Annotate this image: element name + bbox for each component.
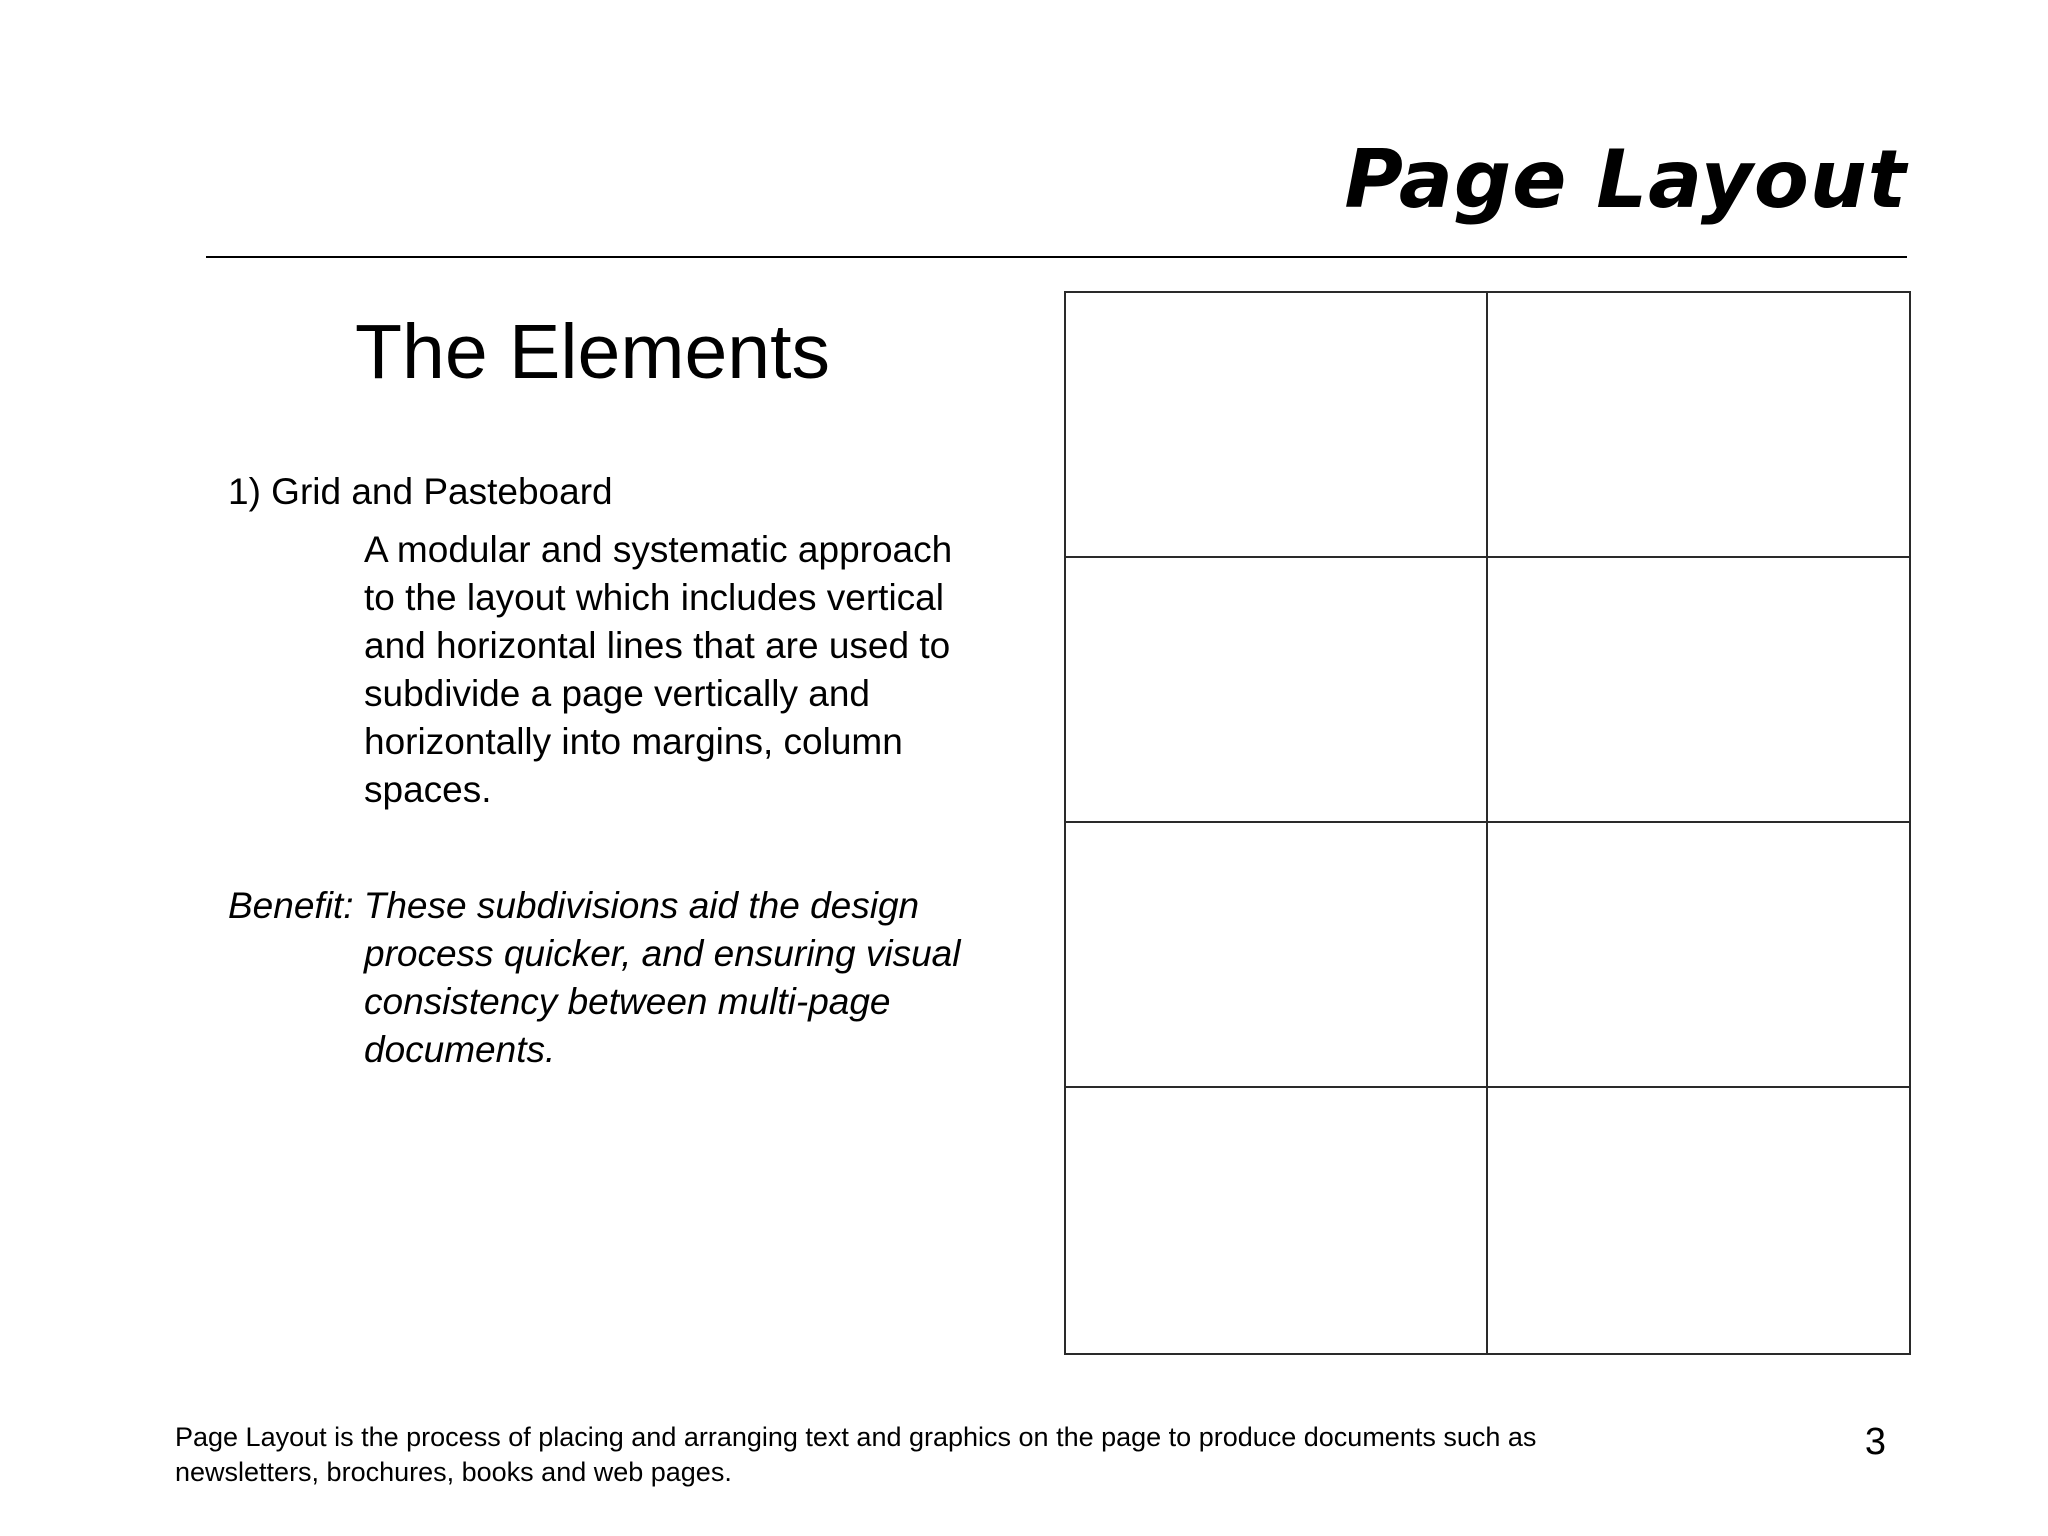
page-number: 3 [1864,1421,1886,1463]
grid-cell [1488,823,1910,1088]
grid-illustration [1064,291,1911,1355]
footer-note: Page Layout is the process of placing and arranging text and graphics on the page to produce documents such as newsletters, brochures, books and web pages. [175,1422,1537,1487]
title-divider [206,256,1907,258]
grid-cell [1066,293,1488,558]
slide-title: Page Layout [1344,133,1907,226]
grid-cell [1066,823,1488,1088]
grid-cell [1488,1088,1910,1353]
item-heading: 1) Grid and Pasteboard [228,471,613,512]
grid-cell [1488,558,1910,823]
item-description: A modular and systematic approach to the layout which includes vertical and horizontal lines that are used to subdivide a page vertically and horizontally into margins, column spaces. [364,529,953,810]
grid-cell [1066,1088,1488,1353]
benefit-text: Benefit: These subdivisions aid the design process quicker, and ensuring visual consistency between multi-page documents. [228,885,961,1070]
section-heading: The Elements [354,309,831,395]
grid-cell [1066,558,1488,823]
grid-cell [1488,293,1910,558]
